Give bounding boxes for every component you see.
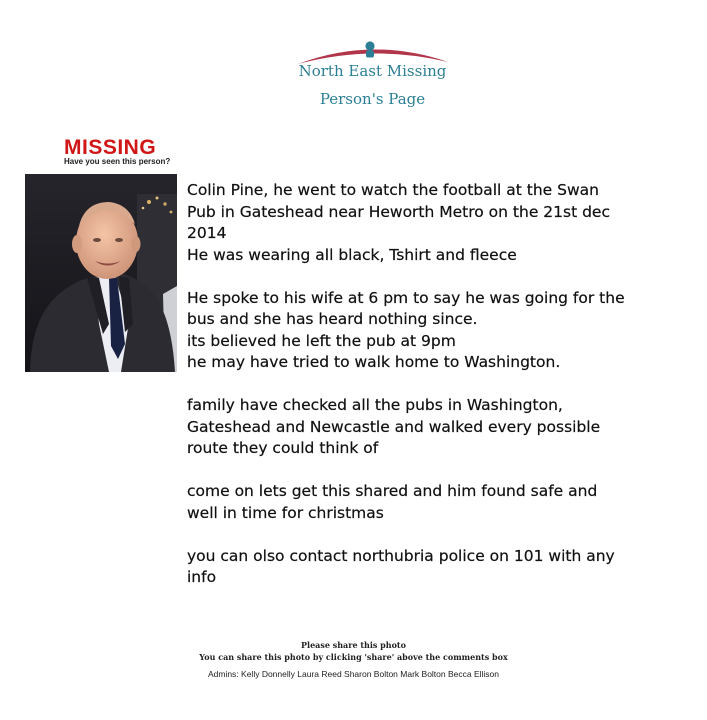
- message-line: come on lets get this shared and him found safe and: [187, 482, 598, 500]
- page-footer: [0, 639, 707, 681]
- message-line: He was wearing all black, Tshirt and fleece: [187, 245, 517, 264]
- message-paragraph: [187, 395, 697, 460]
- message-paragraph: [187, 546, 697, 589]
- message-line: you can olso contact northubria police on 101 with any: [187, 546, 615, 565]
- missing-person-photo: [25, 174, 177, 372]
- message-line: info: [187, 568, 217, 586]
- logo-line-1: North East Missing: [298, 62, 447, 80]
- message-line: well in time for christmas: [187, 503, 384, 522]
- message-paragraph: [187, 288, 697, 374]
- logo-line-2: Person's Page: [319, 90, 426, 108]
- missing-title: MISSING: [64, 136, 157, 159]
- message-line: 2014: [187, 224, 227, 242]
- logo-figure-body: [366, 51, 374, 58]
- message-line: route they could think of: [187, 439, 379, 457]
- message-line: he may have tried to walk home to Washington.: [187, 353, 561, 371]
- missing-person-message: [187, 180, 697, 610]
- footer-share-instructions: You can share this photo by clicking 'share' above the comments box: [199, 652, 508, 662]
- footer-share-title: Please share this photo: [301, 640, 406, 650]
- message-line: family have checked all the pubs in Washington,: [187, 396, 563, 414]
- message-paragraph: [187, 180, 697, 266]
- message-paragraph: [187, 481, 697, 524]
- message-line: Gateshead and Newcastle and walked every possible: [187, 417, 601, 436]
- missing-subtitle: Have you seen this person?: [64, 157, 171, 166]
- message-line: He spoke to his wife at 6 pm to say he was going for the: [187, 288, 625, 307]
- message-line: Pub in Gateshead near Heworth Metro on the 21st dec: [187, 202, 610, 221]
- person-photo-icon: [25, 174, 177, 372]
- message-line: Colin Pine, he went to watch the football at the Swan: [187, 181, 599, 199]
- message-line: its believed he left the pub at 9pm: [187, 331, 456, 350]
- page-logo: [290, 38, 455, 114]
- message-line: bus and she has heard nothing since.: [187, 310, 478, 328]
- logo-figure-head: [365, 41, 374, 50]
- footer-admins: Admins: Kelly Donnelly Laura Reed Sharon Bolton Mark Bolton Becca Ellison: [207, 669, 500, 679]
